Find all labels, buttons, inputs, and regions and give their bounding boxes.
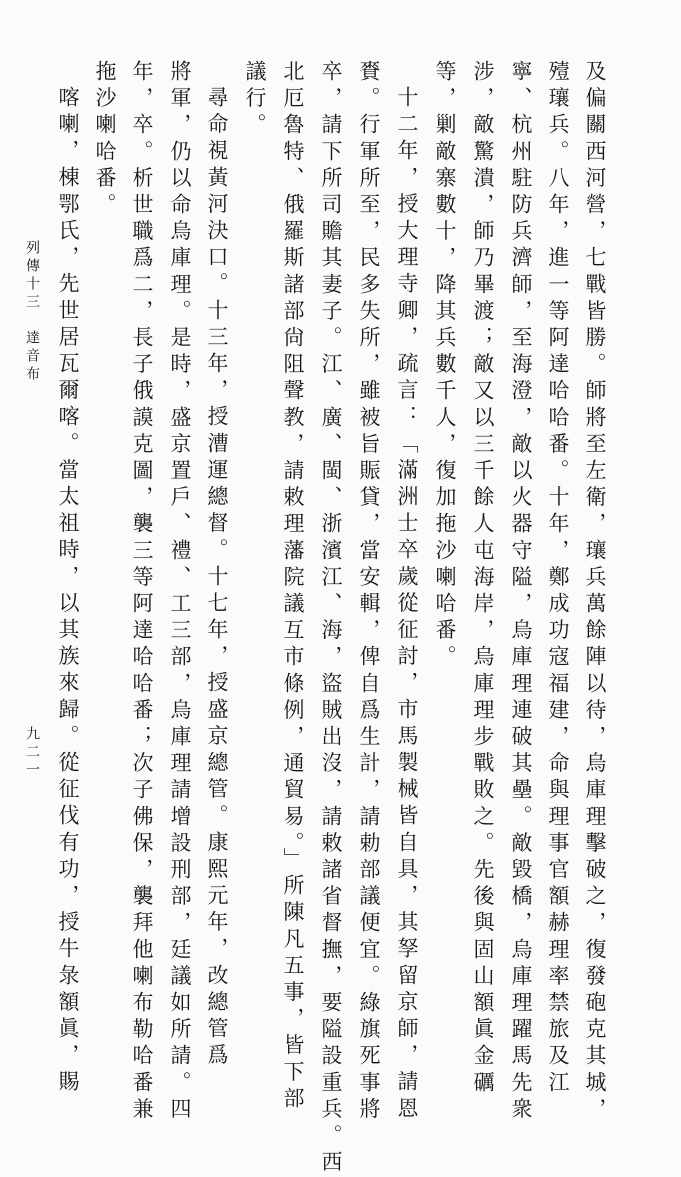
running-header-volume: 列傳十三 xyxy=(24,240,40,312)
page-number: 九二一 xyxy=(24,726,40,780)
text-column-4: 涉，敵驚潰，師乃畢渡；敵又以三千餘人屯海岸，烏庫理步戰敗之。先後與固山額眞金礪 xyxy=(471,60,495,1098)
text-column-10: 議行。 xyxy=(243,60,267,140)
text-column-2: 殪瓖兵。八年，進一等阿達哈哈番。十年，鄭成功寇福建，命與理事官額赫理率禁旅及江 xyxy=(546,60,570,1098)
text-column-13: 年，卒。析世職爲二，長子俄謨克圖，襲三等阿達哈哈番；次子佛保，襲拜他喇布勒哈番兼 xyxy=(130,60,154,1124)
text-column-5: 等，剿敵寨數十，降其兵數千人，復加拖沙喇哈番。 xyxy=(433,60,457,672)
text-column-15: 喀喇，棟鄂氏，先世居瓦爾喀。當太祖時，以其族來歸。從征伐有功，授牛彔額眞，賜 xyxy=(56,86,80,1097)
text-column-6: 十二年，授大理寺卿，疏言：「滿洲士卒歲從征討，市馬製械皆自具，其孥留京師，請恩 xyxy=(395,86,419,1124)
text-column-1: 及偏關西河營，七戰皆勝。師將至左衛，瓖兵萬餘陣以待，烏庫理擊破之，復發砲克其城， xyxy=(583,60,607,1124)
text-column-3: 寧、杭州駐防兵濟師，至海澄，敵以火器守隘，烏庫理連破其壘。敵毀橋，烏庫理躍馬先衆 xyxy=(509,60,533,1124)
text-column-11: 尋命視黃河決口。十三年，授漕運總督。十七年，授盛京總管。康熙元年，改總管爲 xyxy=(205,86,229,1071)
text-column-9: 北厄魯特、俄羅斯諸部尙阻聲教，請敕理藩院議互市條例，通貿易。」所陳凡五事，皆下部 xyxy=(281,60,305,1114)
text-column-14: 拖沙喇哈番。 xyxy=(93,60,117,220)
running-header-name: 達音布 xyxy=(24,330,40,384)
text-column-12: 將軍，仍以命烏庫理。是時，盛京置戶、禮、工三部，烏庫理請增設刑部，廷議如所請。四 xyxy=(168,60,192,1124)
text-column-7: 賚。行軍所至，民多失所，雖被旨賑貸，當安輯，俾自爲生計，請勅部議便宜。綠旗死事將 xyxy=(357,60,381,1124)
text-column-8: 卒，請下所司贍其妻子。江、廣、閩、浙濱江、海，盜賊出沒，請敕諸省督撫，要隘設重兵。西 xyxy=(319,60,343,1177)
